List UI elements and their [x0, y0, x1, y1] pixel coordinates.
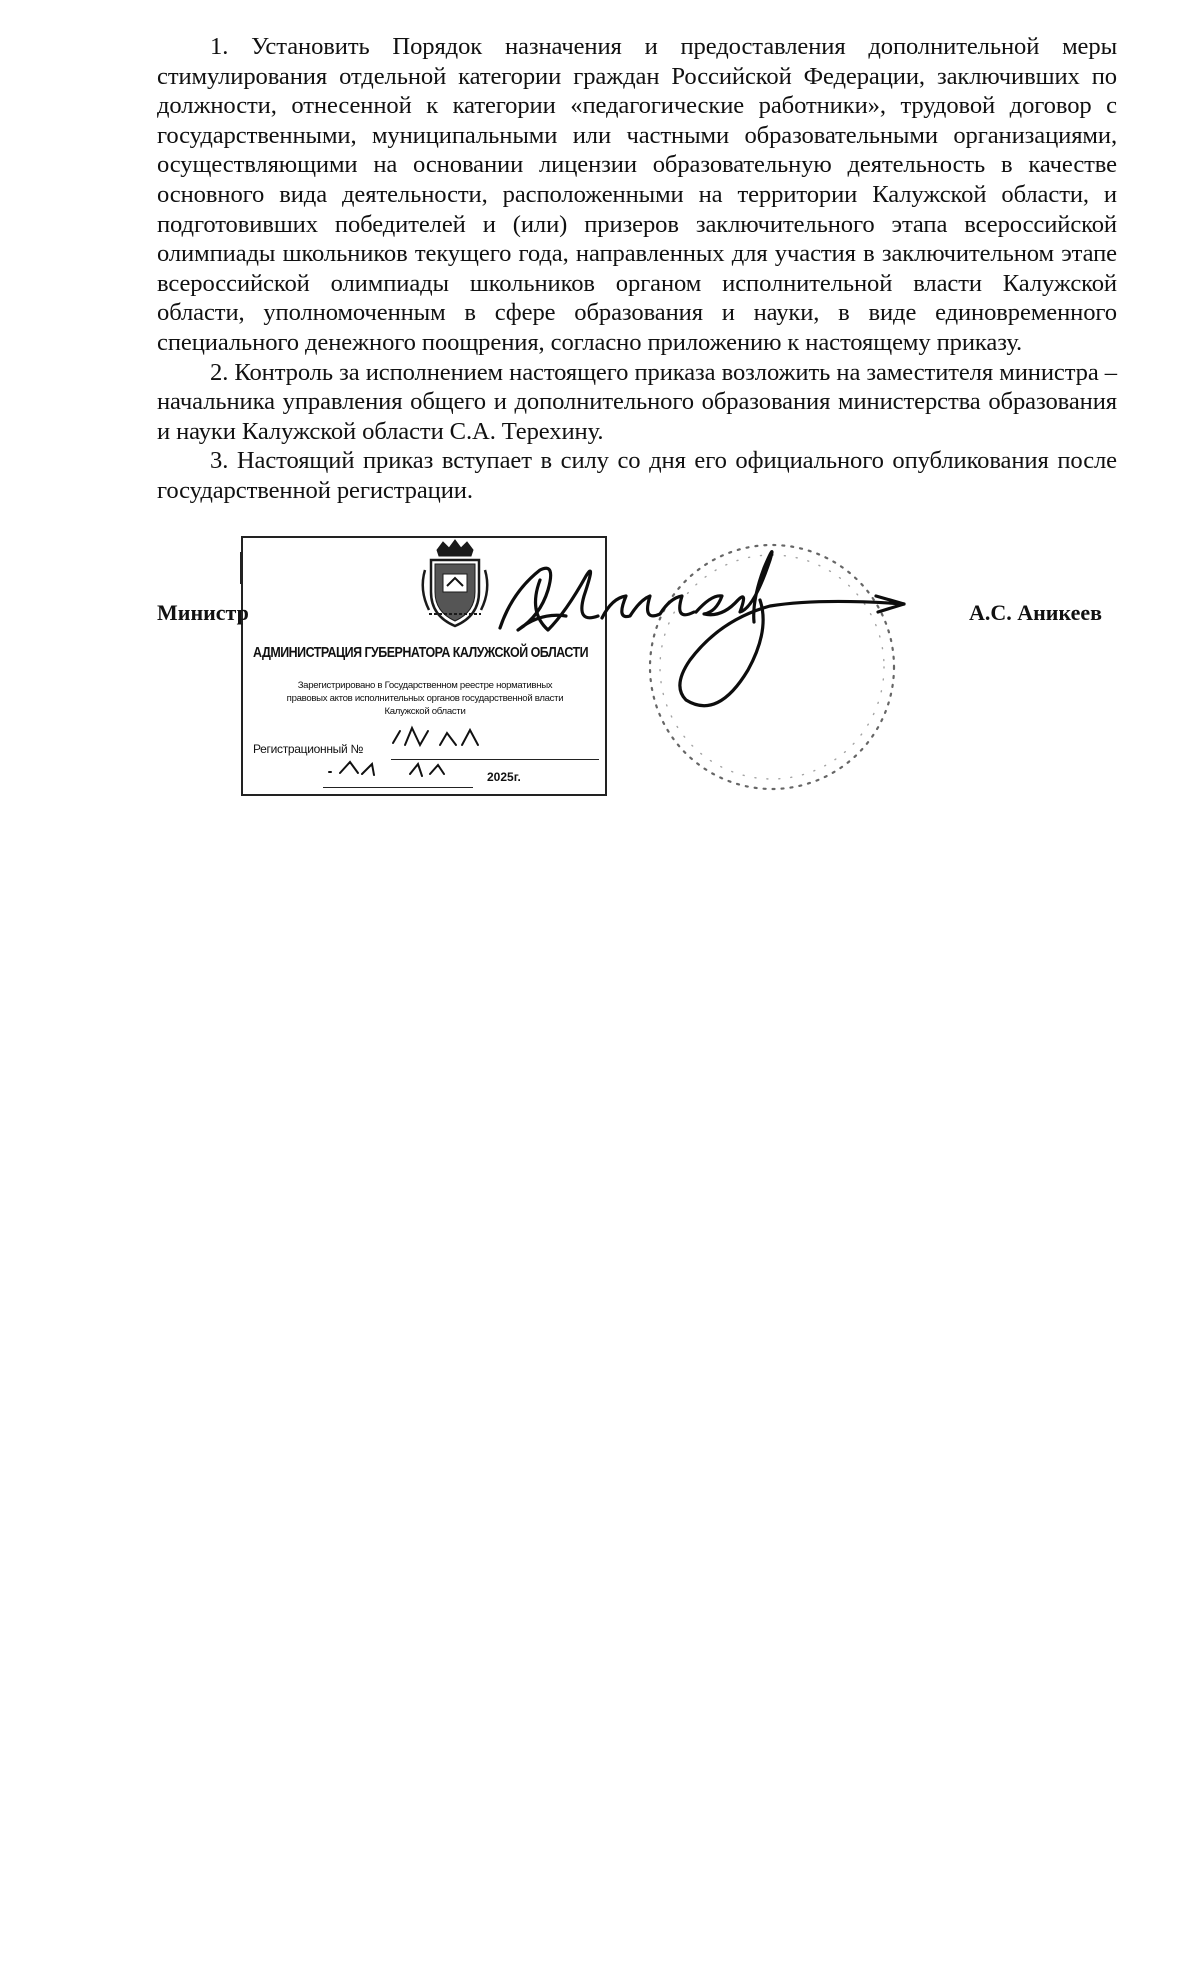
signer-name: А.С. Аникеев: [968, 600, 1102, 625]
stamp-reg-number-underline: [391, 759, 599, 760]
stamp-header: АДМИНИСТРАЦИЯ ГУБЕРНАТОРА КАЛУЖСКОЙ ОБЛАСТИ: [253, 645, 589, 661]
stamp-description-line-3: Калужской области: [384, 706, 466, 717]
order-body-text: [157, 32, 1117, 506]
stamp-date-year: 2025г.: [487, 770, 521, 784]
stamp-description: [249, 679, 601, 718]
stamp-date-underline: [323, 787, 473, 788]
registration-stamp: [241, 536, 607, 796]
signature-row: [157, 600, 1117, 634]
signer-position: Министр: [157, 600, 249, 625]
paragraph-1: 1. Установить Порядок назначения и предоставления дополнительной меры стимулирования отдельной категории граждан Российской Федерации, заключивших по должности, отнесенной к категории «педагогические работники», трудовой договор с государственными, муниципальными или частными образовательными организациями, осуществляющими на основании лицензии образовательную деятельность в качестве основного вида деятельности, расположенными на территории Калужской области, и подготовивших победителей и (или) призеров заключительного этапа всероссийской олимпиады школьников текущего года, направленных для участия в заключительном этапе всероссийской олимпиады школьников органом исполнительной власти Калужской области, уполномоченным в сфере образования и науки, в виде единовременного специального денежного поощрения, согласно приложению к настоящему приказу.: [157, 33, 1117, 356]
stamp-tick-mark: [240, 552, 242, 584]
paragraph-2: 2. Контроль за исполнением настоящего приказа возложить на заместителя министра – начальника управления общего и дополнительного образования министерства образования и науки Калужской области С.А. Терехину.: [157, 358, 1117, 445]
stamp-description-line-1: Зарегистрировано в Государственном реестре нормативных: [297, 680, 553, 691]
round-seal-icon: [650, 545, 894, 789]
stamp-description-line-2: правовых актов исполнительных органов государственной власти: [286, 693, 564, 704]
stamp-reg-number-label: Регистрационный №: [253, 742, 364, 756]
paragraph-3: 3. Настоящий приказ вступает в силу со дня его официального опубликования после государственной регистрации.: [157, 447, 1117, 504]
